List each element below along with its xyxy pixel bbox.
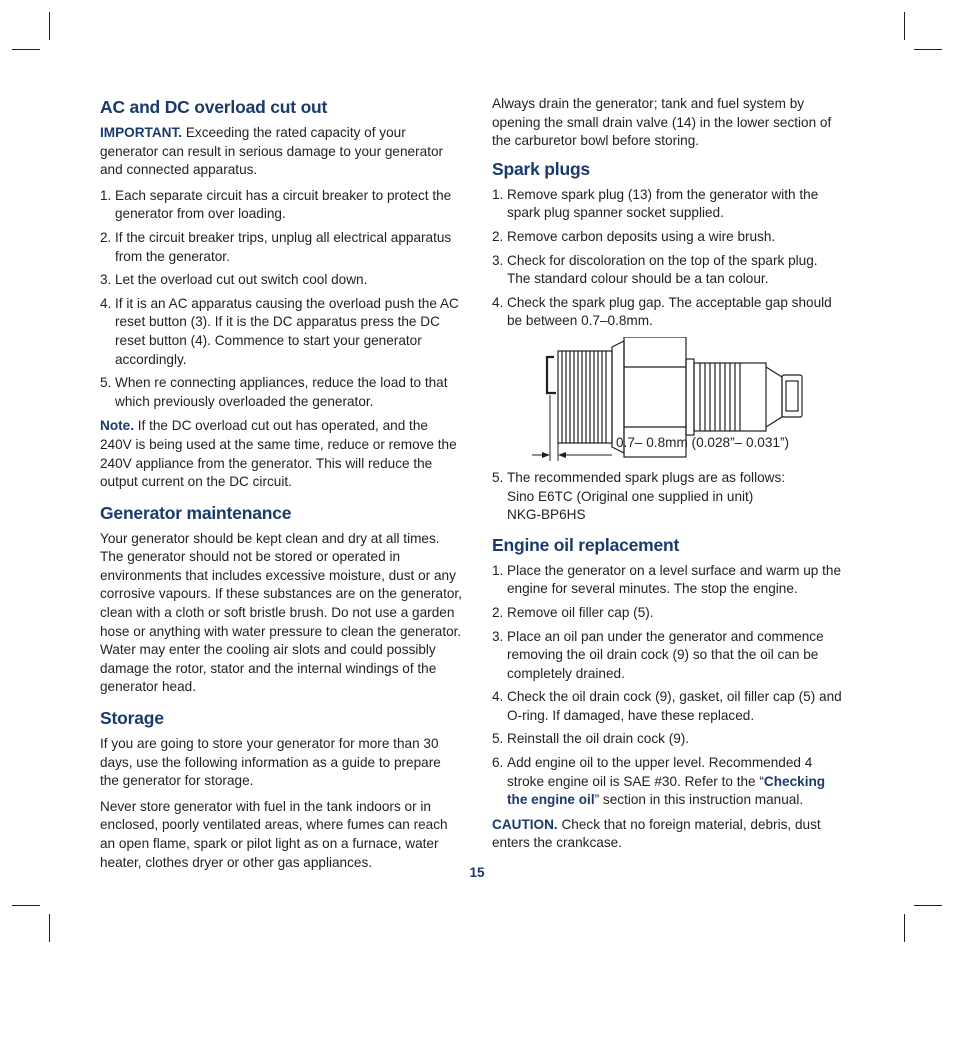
checking-engine-oil-reference: Checking the engine oil xyxy=(507,773,826,808)
spark-plugs-section xyxy=(492,158,844,525)
list-item xyxy=(492,754,844,810)
note-label: Note. xyxy=(100,418,134,434)
step-text: Let the overload cut out switch cool down. xyxy=(115,272,368,288)
storage-section xyxy=(100,707,462,872)
important-paragraph xyxy=(100,124,462,180)
spark-plugs-heading: Spark plugs xyxy=(492,158,590,179)
crop-mark xyxy=(904,914,905,942)
step-number: 2. xyxy=(100,229,112,245)
step-text: The recommended spark plugs are as follows: xyxy=(507,469,786,485)
storage-heading: Storage xyxy=(100,708,164,729)
note-text: If the DC overload cut out has operated, and the 240V is being used at the same time, reduce or remove the 240V appliance from the generator. This will reduce the output current on the DC circuit. xyxy=(100,418,457,490)
spark-plug-steps xyxy=(492,186,844,331)
maintenance-section xyxy=(100,502,462,697)
step-number: 2. xyxy=(492,228,504,244)
step-text: If it is an AC apparatus causing the overload push the AC reset button (3). If it is the DC apparatus press the DC reset button (4). Commence to start your generator accordingly. xyxy=(115,295,459,367)
right-column xyxy=(492,95,844,860)
step-number: 3. xyxy=(492,252,504,268)
list-item xyxy=(492,562,844,599)
crop-mark xyxy=(12,49,40,50)
list-item xyxy=(492,688,844,725)
step-text: When re connecting appliances, reduce the load to that which previously overloaded the generator. xyxy=(115,375,448,409)
step-text: If the circuit breaker trips, unplug all electrical apparatus from the generator. xyxy=(115,229,452,264)
caution-text: Check that no foreign material, debris, dust enters the crankcase. xyxy=(492,816,821,851)
overload-steps xyxy=(100,187,462,412)
recommended-plug: Sino E6TC (Original one supplied in unit) xyxy=(507,488,754,504)
step-number: 1. xyxy=(100,187,112,203)
list-item xyxy=(100,229,462,266)
list-item xyxy=(492,186,844,223)
drain-paragraph: Always drain the generator; tank and fuel system by opening the small drain valve (14) in the lower section of the carburetor bowl before storing. xyxy=(492,96,832,149)
step-number: 5. xyxy=(100,375,112,391)
crop-mark xyxy=(914,49,942,50)
step-text: Check for discoloration on the top of the spark plug. The standard colour should be a tan colour. xyxy=(507,252,818,287)
step-number: 3. xyxy=(492,628,504,644)
list-item xyxy=(100,374,462,411)
step-number: 6. xyxy=(492,755,504,771)
step-number: 4. xyxy=(492,294,504,310)
step-text: Reinstall the oil drain cock (9). xyxy=(507,731,690,747)
step-number: 4. xyxy=(492,689,504,705)
maintenance-heading: Generator maintenance xyxy=(100,502,292,523)
recommended-plug: NKG-BP6HS xyxy=(507,507,586,523)
list-item xyxy=(492,469,844,525)
step-text: Check the spark plug gap. The acceptable gap should be between 0.7–0.8mm. xyxy=(507,294,832,329)
crop-mark xyxy=(49,12,50,40)
list-item xyxy=(492,252,844,289)
list-item xyxy=(492,604,844,623)
gap-measurement-label: 0.7– 0.8mm (0.028”– 0.031”) xyxy=(616,434,790,450)
note-paragraph xyxy=(100,417,462,491)
list-item xyxy=(492,628,844,684)
crop-mark xyxy=(914,905,942,906)
left-column xyxy=(100,96,462,879)
step-number: 2. xyxy=(492,604,504,620)
step-text: Check the oil drain cock (9), gasket, oil filler cap (5) and O-ring. If damaged, have these replaced. xyxy=(507,689,842,723)
step-text: Add engine oil to the upper level. Recommended 4 stroke engine oil is SAE #30. Refer to the “ xyxy=(507,755,813,789)
engine-oil-heading: Engine oil replacement xyxy=(492,534,680,555)
step-number: 5. xyxy=(492,469,504,485)
step-number: 1. xyxy=(492,562,504,578)
crop-mark xyxy=(49,914,50,942)
engine-oil-steps xyxy=(492,562,844,810)
step-number: 3. xyxy=(100,272,112,288)
step-text: Remove carbon deposits using a wire brush. xyxy=(507,228,776,244)
crop-mark xyxy=(12,905,40,906)
list-item xyxy=(100,187,462,224)
step-text: Place the generator on a level surface and warm up the engine for several minutes. The stop the engine. xyxy=(507,562,842,597)
step-text: Remove oil filler cap (5). xyxy=(507,604,654,620)
list-item xyxy=(492,730,844,749)
step-number: 4. xyxy=(100,295,112,311)
step-text: Remove spark plug (13) from the generator with the spark plug spanner socket supplied. xyxy=(507,186,819,221)
important-label: IMPORTANT. xyxy=(100,125,183,140)
storage-paragraph: Never store generator with fuel in the tank indoors or in enclosed, poorly ventilated areas, where fumes can reach an open flame, spark or pilot light as on a furnace, water heater, clothes dryer or other gas appliances. xyxy=(100,798,448,870)
list-item xyxy=(492,294,844,331)
step-text: Place an oil pan under the generator and commence removing the oil drain cock (9) so that the oil can be completely drained. xyxy=(507,628,824,681)
engine-oil-section xyxy=(492,534,844,853)
step-text: Each separate circuit has a circuit breaker to protect the generator from over loading. xyxy=(115,187,452,222)
step-number: 5. xyxy=(492,731,504,747)
list-item xyxy=(100,295,462,369)
caution-label: CAUTION. xyxy=(492,816,558,832)
ac-dc-overload-section xyxy=(100,96,462,492)
step-number: 1. xyxy=(492,186,504,202)
page-number: 15 xyxy=(469,865,485,880)
maintenance-text: Your generator should be kept clean and dry at all times. The generator should not be stored or operated in environments that includes excessive moisture, dust or any corrosive vapours. If these substances are on the generator, clean with a cloth or soft bristle brush. Do not use a garden hose or anything with water pressure to clean the generator. Water may enter the cooling air slots and could possibly damage the rotor, stator and the internal windings of the generator head. xyxy=(100,530,462,695)
important-text: Exceeding the rated capacity of your generator can result in serious damage to your generator and connected apparatus. xyxy=(100,125,444,178)
spark-plug-diagram xyxy=(492,337,844,465)
list-item xyxy=(492,228,844,247)
spark-plug-steps-continued xyxy=(492,469,844,525)
list-item xyxy=(100,271,462,290)
caution-paragraph xyxy=(492,816,844,853)
step-text: ” section in this instruction manual. xyxy=(594,792,804,808)
crop-mark xyxy=(904,12,905,40)
storage-paragraph: If you are going to store your generator for more than 30 days, use the following information as a guide to prepare the generator for storage. xyxy=(100,736,441,789)
ac-dc-heading: AC and DC overload cut out xyxy=(100,97,328,117)
